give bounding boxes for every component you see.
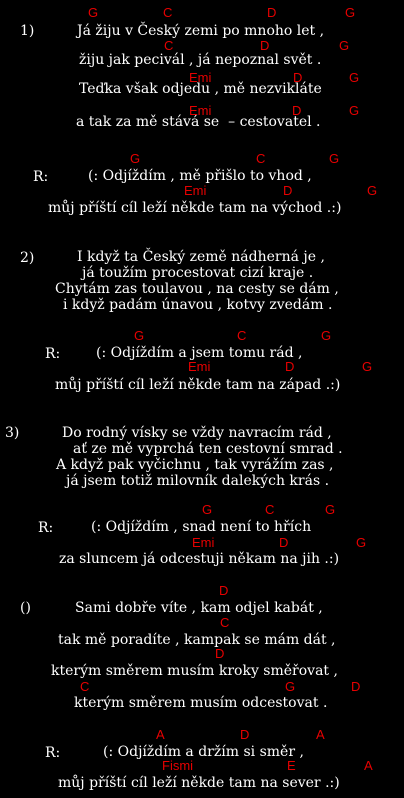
lyric-line: (: Odjíždím a držím si směr , xyxy=(103,744,304,760)
chord-label: Emi xyxy=(189,103,212,118)
chord-label: C xyxy=(237,328,247,343)
chord-label: D xyxy=(219,583,229,598)
lyric-line: žiju jak pecivál , já nepoznal svět . xyxy=(79,52,322,68)
lyric-line: A když pak vyčichnu , tak vyrážím zas , xyxy=(56,457,334,473)
chord-label: D xyxy=(260,38,270,53)
chord-label: G xyxy=(329,151,340,166)
lyric-line: kterým směrem musím kroky směřovat , xyxy=(51,663,338,679)
chord-label: G xyxy=(362,359,373,374)
chord-label: G xyxy=(345,5,356,20)
chord-label: D xyxy=(215,646,225,661)
lyric-line: i když padám únavou , kotvy zvedám . xyxy=(63,297,333,313)
lyric-line: za sluncem já odcestuji někam na jih .:) xyxy=(59,551,340,567)
lyric-line: já toužím procestovat cizí kraje . xyxy=(82,265,314,281)
chord-label: C xyxy=(163,5,173,20)
verse-marker: () xyxy=(20,600,31,616)
chord-label: D xyxy=(240,727,250,742)
lyric-line: Teďka však odjedu , mě nezvikláte xyxy=(79,81,322,97)
chord-label: A xyxy=(364,758,373,773)
chord-label: G xyxy=(321,328,332,343)
chord-label: A xyxy=(156,727,165,742)
lyric-line: můj příští cíl leží někde tam na východ .:) xyxy=(48,200,342,216)
chord-label: C xyxy=(256,151,266,166)
chord-label: C xyxy=(265,502,275,517)
lyric-line: kterým směrem musím odcestovat . xyxy=(74,695,328,711)
chord-label: Emi xyxy=(188,359,211,374)
chorus-marker: R: xyxy=(45,346,61,362)
chord-label: G xyxy=(349,103,360,118)
lyric-line: Sami dobře víte , kam odjel kabát , xyxy=(75,600,323,616)
chord-label: D xyxy=(267,5,277,20)
chord-label: G xyxy=(202,502,213,517)
lyric-line: (: Odjíždím a jsem tomu rád , xyxy=(96,345,303,361)
chord-label: Emi xyxy=(189,70,212,85)
lyric-line: (: Odjíždím , snad není to hřích xyxy=(91,519,312,535)
chord-label: Emi xyxy=(192,535,215,550)
verse-marker: 3) xyxy=(5,425,20,441)
chord-label: G xyxy=(349,70,360,85)
chord-label: G xyxy=(339,38,350,53)
chord-label: G xyxy=(367,183,378,198)
chord-label: G xyxy=(285,679,296,694)
chord-label: A xyxy=(316,727,325,742)
chord-label: G xyxy=(356,535,367,550)
chord-label: G xyxy=(130,151,141,166)
verse-marker: 2) xyxy=(20,250,35,266)
lyric-line: můj příští cíl leží někde tam na západ .:) xyxy=(55,377,341,393)
lyric-line: ať ze mě vyprchá ten cestovní smrad . xyxy=(73,441,343,457)
chord-label: Fismi xyxy=(162,758,194,773)
lyric-line: Já žiju v Český zemi po mnoho let , xyxy=(77,23,325,39)
chord-label: D xyxy=(292,103,302,118)
lyric-line: Chytám zas toulavou , na cesty se dám , xyxy=(55,281,339,297)
lyric-line: Do rodný vísky se vždy navracím rád , xyxy=(62,425,332,441)
lyric-line: já jsem totiž milovník dalekých krás . xyxy=(66,473,330,489)
chord-label: C xyxy=(80,679,90,694)
lyric-line: a tak za mě stává se – cestovatel . xyxy=(76,114,321,130)
lyric-line: můj příští cíl leží někde tam na sever .:) xyxy=(58,775,340,791)
chord-label: D xyxy=(293,70,303,85)
chorus-marker: R: xyxy=(45,745,61,761)
chord-label: Emi xyxy=(184,183,207,198)
chord-label: G xyxy=(325,502,336,517)
chord-label: G xyxy=(88,5,99,20)
chord-label: G xyxy=(134,328,145,343)
chord-label: D xyxy=(279,535,289,550)
chord-label: C xyxy=(220,615,230,630)
chord-label: D xyxy=(283,183,293,198)
lyric-line: (: Odjíždím , mě přišlo to vhod , xyxy=(88,168,312,184)
verse-marker: 1) xyxy=(20,23,35,39)
chorus-marker: R: xyxy=(33,169,49,185)
lyric-line: I když ta Český země nádherná je , xyxy=(77,249,325,265)
chord-label: D xyxy=(351,679,361,694)
chorus-marker: R: xyxy=(38,520,54,536)
chord-label: C xyxy=(164,38,174,53)
chord-label: E xyxy=(287,758,296,773)
lyric-line: tak mě poradíte , kampak se mám dát , xyxy=(58,632,336,648)
chord-label: D xyxy=(285,359,295,374)
